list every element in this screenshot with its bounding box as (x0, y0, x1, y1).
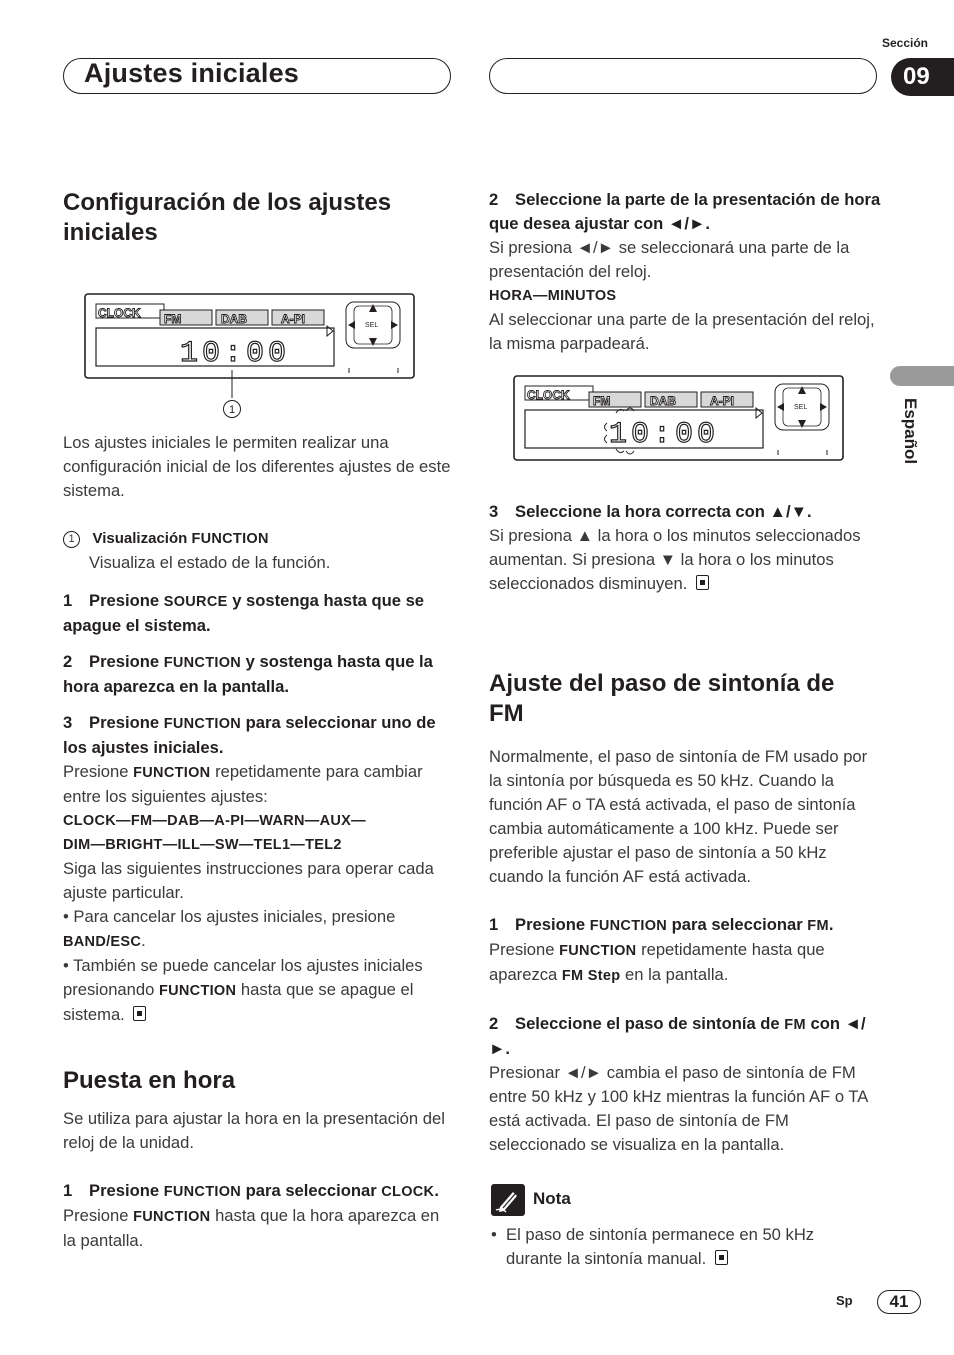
display2-dab-label: DAB (650, 394, 676, 408)
right-column-mid (489, 500, 881, 596)
step-1 (63, 589, 455, 638)
clock-step-3-paragraph (489, 524, 881, 596)
fm-step-2 (489, 1012, 881, 1061)
step-1-number: 1 (63, 591, 73, 610)
fm-step-1-c: . (828, 915, 834, 934)
display1-callout: 1 (229, 404, 236, 416)
clock-step-1-number: 1 (63, 1181, 73, 1200)
display-diagram-2 (513, 375, 845, 465)
fm-step-2-a: Seleccione el paso de sintonía de (515, 1014, 780, 1033)
step-3-p-key: FUNCTION (133, 765, 211, 781)
page-number: 41 (877, 1290, 921, 1314)
clock-step-2-paragraph: Si presiona ◄/► se seleccionará una parte de la presentación del reloj. (489, 238, 850, 281)
clock-step-1-a: Presione (89, 1181, 160, 1200)
right-column-fm (489, 745, 881, 1157)
display1-dab-label: DAB (221, 312, 247, 326)
section-number-badge: 09 (891, 58, 954, 96)
bullet-1-text: • Para cancelar los ajustes iniciales, presione (63, 907, 396, 926)
clock-step-1-key2: CLOCK (381, 1184, 435, 1200)
page-title: Ajustes iniciales (84, 58, 299, 88)
legend-function: FUNCTION (191, 531, 269, 547)
display1-sel: SEL (365, 322, 379, 329)
follow-paragraph: Siga las siguientes instrucciones para operar cada ajuste particular. (63, 859, 434, 902)
clock-step-1-p-b: hasta que la hora aparezca en la pantalla. (63, 1206, 440, 1250)
fm-step-1 (489, 913, 881, 938)
step-3 (63, 711, 455, 760)
heading-paso-sintonia: Ajuste del paso de sintonía de FM (489, 670, 835, 727)
step-1-key: SOURCE (163, 594, 228, 610)
bullet-2 (63, 954, 455, 1027)
clock-step-1-c: . (434, 1181, 439, 1200)
settings-line-1: CLOCK—FM—DAB—A-PI—WARN—AUX— (63, 813, 366, 829)
bullet-1 (63, 905, 455, 954)
step-2-key: FUNCTION (163, 655, 242, 671)
clock-step-2-title: Seleccione la parte de la presentación de hora que desea ajustar con ◄/►. (489, 190, 881, 233)
display2-clock-label: CLOCK (527, 388, 570, 402)
end-mark-icon (715, 1250, 728, 1265)
legend-number: 1 (63, 531, 80, 548)
fm-step-2-b: con ◄/►. (489, 1014, 866, 1058)
legend-item (63, 527, 455, 551)
fm-step-1-p-key2: FM Step (561, 968, 621, 984)
legend-desc: Visualiza el estado de la función. (89, 553, 331, 572)
clock-step-3-text: Si presiona ▲ la hora o los minutos seleccionados aumentan. Si presiona ▼ la hora o los minutos seleccionados disminuyen. (489, 526, 861, 593)
language-label: Español (901, 398, 920, 465)
display2-time: 10:00 (609, 418, 720, 452)
display2-fm-label: FM (593, 394, 611, 408)
note-text-wrap (506, 1223, 871, 1271)
language-tab (896, 398, 936, 498)
fm-step-1-number: 1 (489, 915, 499, 934)
clock-step-1-key: FUNCTION (163, 1184, 242, 1200)
display1-time: 10:00 (180, 337, 291, 371)
step-3-text-a: Presione (89, 713, 160, 732)
heading-configuracion: Configuración de los ajustes iniciales (63, 189, 392, 246)
bullet-2-end: hasta que se apague el sistema. (63, 980, 414, 1024)
note-body (491, 1223, 871, 1271)
settings-line-2: DIM—BRIGHT—ILL—SW—TEL1—TEL2 (63, 837, 342, 853)
clock-step-1-p-key: FUNCTION (133, 1209, 211, 1225)
clock-step-1-p-a: Presione (63, 1206, 129, 1225)
clock-step-3 (489, 500, 881, 524)
clock-step-1 (63, 1179, 455, 1204)
clock-step-2-keys: HORA—MINUTOS (489, 288, 617, 304)
fm-step-1-key2: FM (807, 918, 829, 934)
bullet-1-key: BAND/ESC (63, 934, 142, 950)
clock-step-2-number: 2 (489, 190, 499, 209)
note-text: El paso de sintonía permanece en 50 kHz durante la sintonía manual. (506, 1225, 815, 1268)
fm-step-1-a: Presione (515, 915, 586, 934)
fm-step-2-number: 2 (489, 1014, 499, 1033)
fm-step-2-paragraph: Presionar ◄/► cambia el paso de sintonía de FM entre 50 kHz y 100 kHz mientras la función AF o TA está activada. El paso de sintonía de FM seleccionado se visualiza en la pantalla. (489, 1063, 868, 1154)
step-2-text-a: Presione (89, 652, 160, 671)
display1-fm-label: FM (164, 312, 182, 326)
step-2-number: 2 (63, 652, 73, 671)
bullet-1-end: . (141, 931, 146, 950)
left-column (63, 431, 455, 1027)
clock-step-3-title: Seleccione la hora correcta con ▲/▼. (515, 502, 812, 521)
fm-step-1-p-a: Presione (489, 940, 555, 959)
fm-step-2-key: FM (784, 1017, 806, 1033)
fm-step-1-p-c: en la pantalla. (625, 965, 729, 984)
bullet-2-text: • También se puede cancelar los ajustes iniciales presionando (63, 956, 423, 999)
clock-step-3-number: 3 (489, 502, 499, 521)
step-3-paragraph (63, 760, 455, 809)
note-pencil-icon (491, 1184, 525, 1216)
fm-step-1-p-key: FUNCTION (559, 943, 637, 959)
clock-step-2-paragraph-2: Al seleccionar una parte de la presentación del reloj, la misma parpadeará. (489, 310, 875, 353)
end-mark-icon (133, 1006, 146, 1021)
step-3-p-b: repetidamente para cambiar entre los siguientes ajustes: (63, 762, 423, 806)
intro-paragraph: Los ajustes iniciales le permiten realizar una configuración inicial de los diferentes ajustes de este sistema. (63, 433, 451, 500)
step-3-number: 3 (63, 713, 73, 732)
language-tab-marker (890, 366, 954, 386)
header-blank-frame (489, 58, 877, 94)
step-3-p-a: Presione (63, 762, 129, 781)
clock-step-2 (489, 188, 881, 236)
display1-api-label: A-PI (281, 312, 305, 326)
display1-clock-label: CLOCK (98, 306, 141, 320)
heading-puesta-en-hora: Puesta en hora (63, 1067, 236, 1094)
display2-api-label: A-PI (710, 394, 734, 408)
fm-step-1-b: para seleccionar (671, 915, 803, 934)
clock-step-1-paragraph (63, 1204, 455, 1253)
fm-step-1-paragraph (489, 938, 881, 988)
step-2-text-b: y sostenga hasta que la hora aparezca en la pantalla. (63, 652, 433, 696)
end-mark-icon (696, 575, 709, 590)
legend-title: Visualización (92, 530, 188, 547)
step-3-key: FUNCTION (163, 716, 242, 732)
right-column-top (489, 188, 881, 356)
section-label: Sección (881, 36, 928, 50)
left-column-clock (63, 1107, 455, 1253)
display2-sel: SEL (794, 404, 808, 411)
step-1-text-b: y sostenga hasta que se apague el sistema. (63, 591, 425, 635)
clock-step-1-b: para seleccionar (245, 1181, 377, 1200)
step-2 (63, 650, 455, 699)
step-3-text-b: para seleccionar uno de los ajustes iniciales. (63, 713, 436, 757)
bullet-2-key: FUNCTION (158, 983, 237, 999)
fm-intro: Normalmente, el paso de sintonía de FM usado por la sintonía por búsqueda es 50 kHz. Cuando la función AF o TA está activada, el paso de sintonía cambia automáticamente a 100 kHz. Puede ser preferible ajustar el paso de sintonía a 50 kHz cuando la función AF está activada. (489, 747, 868, 886)
note-bullet: • (491, 1225, 497, 1244)
fm-step-1-key: FUNCTION (589, 918, 668, 934)
footer-language: Sp (836, 1293, 853, 1308)
fm-step-1-p-b: repetidamente hasta que aparezca (489, 940, 825, 984)
display-diagram-1 (84, 292, 416, 422)
clock-intro: Se utiliza para ajustar la hora en la presentación del reloj de la unidad. (63, 1109, 445, 1152)
note-title: Nota (533, 1189, 571, 1208)
step-1-text-a: Presione (89, 591, 160, 610)
